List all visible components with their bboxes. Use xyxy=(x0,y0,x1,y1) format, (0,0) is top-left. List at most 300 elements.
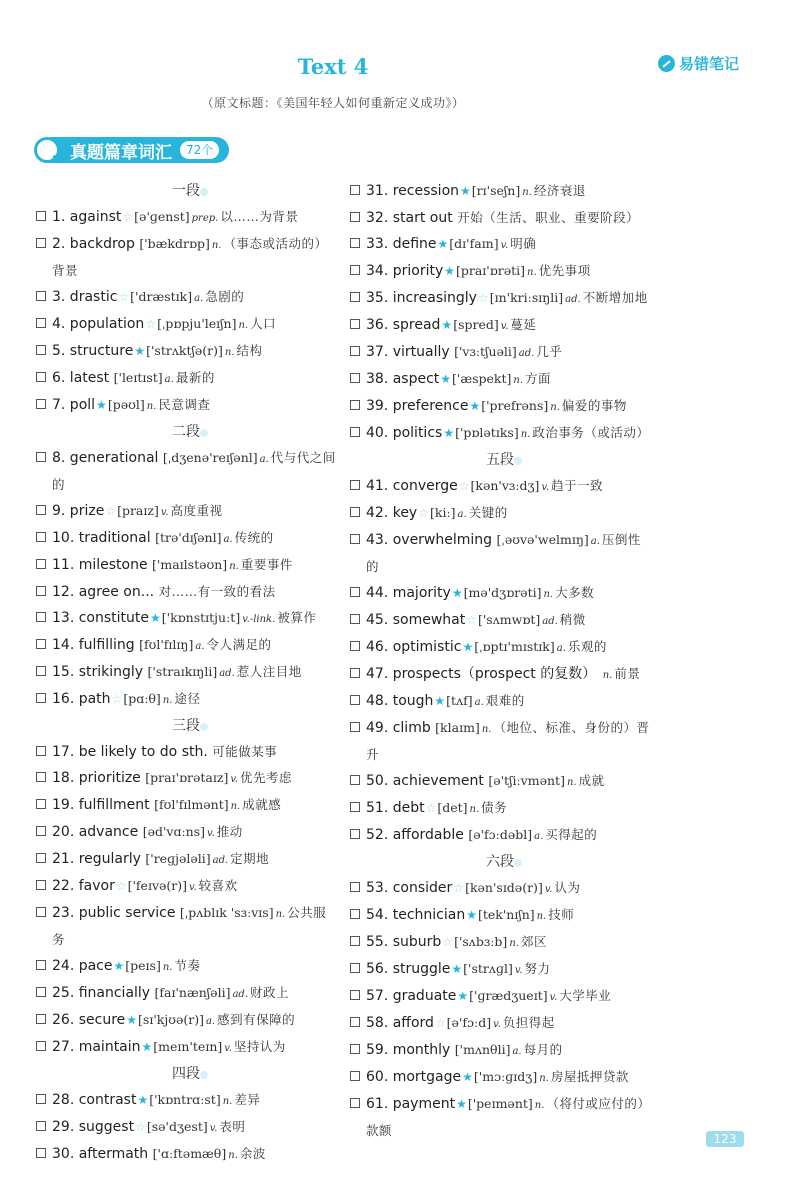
checkbox-icon[interactable] xyxy=(36,987,46,997)
headword: 8. generational xyxy=(52,450,159,466)
vocab-entry xyxy=(36,311,336,338)
definition: 大学毕业 xyxy=(559,988,612,1003)
definition: 较喜欢 xyxy=(198,878,238,893)
definition: 推动 xyxy=(216,824,243,839)
entry-text xyxy=(52,552,336,579)
checkbox-icon[interactable] xyxy=(350,534,360,544)
checkbox-icon[interactable] xyxy=(350,802,360,812)
definition: （将付或应付的）款额 xyxy=(366,1096,645,1138)
entry-text xyxy=(366,607,650,634)
entry-text xyxy=(52,1087,336,1114)
headword: 2. backdrop xyxy=(52,236,135,252)
part-of-speech: n. xyxy=(162,695,173,706)
headword: 1. against xyxy=(52,209,122,225)
brand-text: 易错笔记 xyxy=(679,54,740,73)
vocab-entry xyxy=(36,739,336,765)
vocab-entry xyxy=(350,312,650,339)
headword: 26. secure xyxy=(52,1012,126,1028)
definition: 节奏 xyxy=(174,958,201,973)
part-of-speech: v. xyxy=(224,1043,232,1054)
part-of-speech: n. xyxy=(543,589,554,600)
vocab-entry xyxy=(36,846,336,873)
entry-text xyxy=(52,231,336,284)
headword: 9. prize xyxy=(52,503,105,519)
headword: 31. recession xyxy=(366,183,460,199)
magnifier-icon xyxy=(34,137,60,163)
hollow-star-icon: ☆ xyxy=(434,1016,446,1030)
part-of-speech: prep. xyxy=(191,213,219,224)
part-of-speech: n. xyxy=(224,347,235,358)
checkbox-icon[interactable] xyxy=(36,505,46,515)
checkbox-icon[interactable] xyxy=(350,722,360,732)
headword: 21. regularly xyxy=(52,851,141,867)
definition: 关键的 xyxy=(468,505,508,520)
phonetic: [fʊl'fɪlɪŋ] xyxy=(139,637,194,652)
vocab-entry xyxy=(350,258,650,285)
checkbox-icon[interactable] xyxy=(350,695,360,705)
entry-text xyxy=(52,579,336,605)
headword: 58. afford xyxy=(366,1015,434,1031)
checkbox-icon[interactable] xyxy=(36,1148,46,1158)
definition: 每月的 xyxy=(523,1042,563,1057)
definition: 人口 xyxy=(250,316,277,331)
checkbox-icon[interactable] xyxy=(36,586,46,596)
phonetic: ['bækdrɒp] xyxy=(139,236,210,251)
part-of-speech: n. xyxy=(481,724,492,735)
brand-label xyxy=(658,53,739,73)
checkbox-icon[interactable] xyxy=(36,1094,46,1104)
hollow-star-icon: ☆ xyxy=(466,613,477,627)
part-of-speech: a. xyxy=(259,454,269,465)
part-of-speech: a. xyxy=(512,1046,522,1057)
headword: 5. structure xyxy=(52,343,134,359)
entry-text xyxy=(52,204,336,231)
definition: 开始（生活、职业、重要阶段） xyxy=(457,210,640,225)
checkbox-icon[interactable] xyxy=(350,587,360,597)
hollow-star-icon: ☆ xyxy=(442,935,454,949)
phonetic: [det] xyxy=(437,800,468,815)
headword: 17. be likely to do sth. xyxy=(52,744,208,760)
entry-text xyxy=(366,527,650,580)
section-title xyxy=(50,137,229,163)
hollow-star-icon: ☆ xyxy=(477,291,489,305)
part-of-speech: n. xyxy=(211,240,222,251)
entry-text xyxy=(366,231,650,258)
checkbox-icon[interactable] xyxy=(36,559,46,569)
phonetic: [spred] xyxy=(453,317,499,332)
entry-text xyxy=(366,688,650,715)
headword: 35. increasingly xyxy=(366,290,477,306)
checkbox-icon[interactable] xyxy=(350,185,360,195)
phonetic: [ə'tʃiːvmənt] xyxy=(488,773,565,788)
headword: 32. start out xyxy=(366,210,453,226)
checkbox-icon[interactable] xyxy=(36,1121,46,1131)
phonetic: [ɪn'kriːsɪŋli] xyxy=(489,290,564,305)
checkbox-icon[interactable] xyxy=(36,612,46,622)
part-of-speech: v. xyxy=(500,321,509,332)
vocab-entry xyxy=(350,393,650,420)
star-icon: ★ xyxy=(150,611,161,625)
definition: 最新的 xyxy=(175,370,215,385)
vocab-entry xyxy=(36,445,336,498)
star-icon: ★ xyxy=(443,426,455,440)
hollow-star-icon: ☆ xyxy=(145,317,157,331)
checkbox-icon[interactable] xyxy=(36,452,46,462)
checkbox-icon[interactable] xyxy=(36,291,46,301)
part-of-speech: n. xyxy=(527,267,537,278)
vocab-entry xyxy=(350,500,650,527)
definition: 努力 xyxy=(524,961,551,976)
checkbox-icon[interactable] xyxy=(350,990,360,1000)
headword: 56. struggle xyxy=(366,961,451,977)
part-of-speech: n. xyxy=(550,402,560,413)
phonetic: ['kɒnstɪtjuːt] xyxy=(161,610,241,625)
definition: 房屋抵押贷款 xyxy=(550,1069,629,1084)
part-of-speech: v. xyxy=(230,774,238,785)
part-of-speech: n. xyxy=(275,909,286,920)
entry-text xyxy=(366,366,650,393)
checkbox-icon[interactable] xyxy=(36,693,46,703)
checkbox-icon[interactable] xyxy=(36,345,46,355)
headword: 41. converge xyxy=(366,478,458,494)
checkbox-icon[interactable] xyxy=(350,1017,360,1027)
phonetic: [ˌpɒpju'leɪʃn] xyxy=(157,316,237,331)
phonetic: ['mʌnθli] xyxy=(454,1042,511,1057)
paragraph-label: 六段 xyxy=(486,854,514,870)
part-of-speech: ad. xyxy=(565,294,581,305)
entry-text xyxy=(366,580,650,607)
checkbox-icon[interactable] xyxy=(350,775,360,785)
definition: 坚持认为 xyxy=(233,1039,286,1054)
checkbox-icon[interactable] xyxy=(350,400,360,410)
checkbox-icon[interactable] xyxy=(350,346,360,356)
part-of-speech: a. xyxy=(195,641,205,652)
part-of-speech: n. xyxy=(520,429,531,440)
checkbox-icon[interactable] xyxy=(36,1014,46,1024)
vocab-entry xyxy=(36,338,336,365)
hollow-star-icon: ☆ xyxy=(122,210,134,224)
checkbox-icon[interactable] xyxy=(36,318,46,328)
star-icon: ★ xyxy=(460,184,471,198)
checkbox-icon[interactable] xyxy=(350,882,360,892)
vocab-entry xyxy=(36,953,336,980)
part-of-speech: v. xyxy=(493,1019,501,1030)
definition: 民意调查 xyxy=(158,397,211,412)
vocab-entry xyxy=(36,1007,336,1034)
checkbox-icon[interactable] xyxy=(36,639,46,649)
entry-text xyxy=(366,715,650,768)
hollow-star-icon: ☆ xyxy=(453,881,465,895)
vocab-entry xyxy=(36,900,336,953)
vocab-entry xyxy=(36,579,336,605)
part-of-speech: v. xyxy=(500,240,509,251)
headword: 19. fulfillment xyxy=(52,797,150,813)
phonetic: ['peɪmənt] xyxy=(467,1096,533,1111)
vocab-entry xyxy=(350,527,650,580)
definition: 明确 xyxy=(510,236,537,251)
entry-text xyxy=(366,178,650,205)
part-of-speech: n. xyxy=(222,1096,233,1107)
star-icon: ★ xyxy=(137,1093,149,1107)
vocab-entry xyxy=(36,765,336,792)
phonetic: ['strʌɡl] xyxy=(463,961,513,976)
definition: 负担得起 xyxy=(502,1015,555,1030)
headword: 28. contrast xyxy=(52,1092,137,1108)
vocab-entry xyxy=(350,822,650,849)
part-of-speech: a. xyxy=(194,293,204,304)
entry-text xyxy=(52,873,336,900)
vocab-entry xyxy=(350,205,650,231)
star-icon: ★ xyxy=(437,237,449,251)
part-of-speech: v. xyxy=(160,507,169,518)
checkbox-icon[interactable] xyxy=(350,614,360,624)
headword: 18. prioritize xyxy=(52,770,141,786)
definition: 感到有保障的 xyxy=(217,1012,296,1027)
part-of-speech: a. xyxy=(534,831,544,842)
vocab-entry xyxy=(350,661,650,688)
entry-text xyxy=(52,605,336,632)
vocab-entry xyxy=(350,473,650,500)
part-of-speech: v. xyxy=(209,1123,218,1134)
phonetic: [sɪ'kjʊə(r)] xyxy=(138,1012,204,1027)
entry-text xyxy=(366,393,650,420)
definition: 成就感 xyxy=(242,797,282,812)
entry-text xyxy=(52,953,336,980)
headword: 3. drastic xyxy=(52,289,118,305)
checkbox-icon[interactable] xyxy=(36,746,46,756)
entry-text xyxy=(52,284,336,311)
part-of-speech: ad. xyxy=(542,616,558,627)
checkbox-icon[interactable] xyxy=(350,427,360,437)
checkbox-icon[interactable] xyxy=(36,372,46,382)
vocab-entry xyxy=(36,792,336,819)
section-label: 真题篇章词汇 xyxy=(70,142,172,163)
part-of-speech: n. xyxy=(534,1100,545,1111)
headword: 53. consider xyxy=(366,880,453,896)
definition: 代与代之间的 xyxy=(52,450,336,492)
entry-text xyxy=(52,980,336,1007)
section-count-badge: 72个 xyxy=(180,141,219,159)
entry-text xyxy=(52,392,336,419)
definition: 政治事务（或活动） xyxy=(532,425,650,440)
phonetic: [praɪz] xyxy=(117,503,159,518)
checkbox-icon[interactable] xyxy=(36,907,46,917)
part-of-speech: n. xyxy=(228,1150,238,1161)
checkbox-icon[interactable] xyxy=(350,668,360,678)
checkbox-icon[interactable] xyxy=(350,373,360,383)
page-title: Text 4 xyxy=(297,54,369,79)
star-icon: ★ xyxy=(113,959,125,973)
headword: 23. public service xyxy=(52,905,176,921)
phonetic: ['sʌbɜːb] xyxy=(454,934,508,949)
headword: 40. politics xyxy=(366,425,443,441)
part-of-speech: n. xyxy=(539,1073,549,1084)
checkbox-icon[interactable] xyxy=(36,238,46,248)
phonetic: ['kɒntrɑːst] xyxy=(149,1092,221,1107)
headword: 6. latest xyxy=(52,370,110,386)
definition: 可能做某事 xyxy=(212,744,278,759)
checkbox-icon[interactable] xyxy=(36,799,46,809)
part-of-speech: n. xyxy=(229,561,239,572)
phonetic: [tʌf] xyxy=(446,693,473,708)
checkbox-icon[interactable] xyxy=(350,909,360,919)
entry-text xyxy=(366,795,650,822)
definition: 财政上 xyxy=(250,985,290,1000)
checkbox-icon[interactable] xyxy=(350,1071,360,1081)
definition: 优先事项 xyxy=(538,263,591,278)
headword: 7. poll xyxy=(52,397,96,413)
phonetic: ['mɔːɡɪdʒ] xyxy=(473,1069,538,1084)
phonetic: [praɪ'ɒrəti] xyxy=(456,263,526,278)
vocab-entry xyxy=(350,715,650,768)
checkbox-icon[interactable] xyxy=(350,936,360,946)
checkbox-icon[interactable] xyxy=(36,960,46,970)
checkbox-icon[interactable] xyxy=(36,853,46,863)
phonetic: [tek'nɪʃn] xyxy=(477,907,535,922)
checkbox-icon[interactable] xyxy=(36,1041,46,1051)
headword: 20. advance xyxy=(52,824,139,840)
definition: 被算作 xyxy=(277,610,317,625)
definition: 几乎 xyxy=(536,344,563,359)
phonetic: ['reɡjələli] xyxy=(145,851,211,866)
entry-text xyxy=(52,311,336,338)
checkbox-icon[interactable] xyxy=(350,319,360,329)
definition: 成就 xyxy=(578,773,605,788)
hollow-star-icon: ☆ xyxy=(458,479,470,493)
part-of-speech: a. xyxy=(223,534,233,545)
phonetic: [ˌɒptɪ'mɪstɪk] xyxy=(474,639,555,654)
checkbox-icon[interactable] xyxy=(350,238,360,248)
part-of-speech: a. xyxy=(556,643,566,654)
phonetic: ['maɪlstəʊn] xyxy=(152,557,228,572)
headword: 52. affordable xyxy=(366,827,464,843)
headword: 16. path xyxy=(52,691,111,707)
entry-text xyxy=(366,983,650,1010)
definition: 不断增加地 xyxy=(582,290,648,305)
phonetic: [kən'sɪdə(r)] xyxy=(465,880,543,895)
vocab-entry xyxy=(350,902,650,929)
hollow-star-icon: ☆ xyxy=(425,801,437,815)
checkbox-icon[interactable] xyxy=(350,963,360,973)
phonetic: [kiː] xyxy=(430,505,456,520)
paragraph-label: 四段 xyxy=(172,1066,200,1082)
entry-text xyxy=(366,768,650,795)
checkbox-icon[interactable] xyxy=(36,532,46,542)
entry-text xyxy=(52,686,336,713)
entry-text xyxy=(52,1034,336,1061)
phonetic: ['leɪtɪst] xyxy=(113,370,163,385)
checkbox-icon[interactable] xyxy=(36,826,46,836)
entry-text xyxy=(366,1010,650,1037)
hollow-star-icon: ☆ xyxy=(418,506,429,520)
entry-text xyxy=(52,1007,336,1034)
vocab-entry xyxy=(36,1114,336,1141)
part-of-speech: v. xyxy=(514,965,523,976)
paragraph-heading xyxy=(36,419,336,445)
checkbox-icon[interactable] xyxy=(350,212,360,222)
part-of-speech: a. xyxy=(164,374,174,385)
definition: 传统的 xyxy=(234,530,274,545)
entry-text xyxy=(366,956,650,983)
part-of-speech: n. xyxy=(602,670,613,681)
entry-text xyxy=(366,205,650,231)
definition: 重要事件 xyxy=(240,557,293,572)
definition: 大多数 xyxy=(555,585,595,600)
star-icon: ★ xyxy=(457,989,469,1003)
hollow-star-icon: ☆ xyxy=(105,504,117,518)
entry-text xyxy=(52,445,336,498)
paragraph-heading xyxy=(36,1061,336,1087)
vocab-entry xyxy=(350,339,650,366)
star-icon: ★ xyxy=(440,372,452,386)
vocab-entry xyxy=(36,1141,336,1168)
star-icon: ★ xyxy=(466,908,477,922)
vocab-entry xyxy=(36,873,336,900)
checkbox-icon[interactable] xyxy=(36,772,46,782)
headword: 48. tough xyxy=(366,693,434,709)
vocab-section-banner xyxy=(34,136,229,164)
definition: 优先考虑 xyxy=(239,770,292,785)
phonetic: ['ɑːftəmæθ] xyxy=(152,1146,227,1161)
vocab-entry xyxy=(36,498,336,525)
headword: 49. climb xyxy=(366,720,431,736)
phonetic: ['pɒlətɪks] xyxy=(455,425,519,440)
definition: 途径 xyxy=(174,691,201,706)
entry-text xyxy=(366,1037,650,1064)
definition: 令人满足的 xyxy=(206,637,272,652)
headword: 59. monthly xyxy=(366,1042,451,1058)
part-of-speech: v.-link. xyxy=(242,614,276,625)
vocab-entry xyxy=(36,231,336,284)
checkbox-icon[interactable] xyxy=(36,666,46,676)
phonetic: [mə'dʒɒrəti] xyxy=(463,585,542,600)
vocab-entry xyxy=(36,525,336,552)
entry-text xyxy=(366,420,650,447)
part-of-speech: a. xyxy=(457,509,467,520)
checkbox-icon[interactable] xyxy=(36,211,46,221)
definition: 余波 xyxy=(239,1146,266,1161)
checkbox-icon[interactable] xyxy=(350,265,360,275)
hollow-star-icon: ☆ xyxy=(118,290,130,304)
checkbox-icon[interactable] xyxy=(36,880,46,890)
headword: 61. payment xyxy=(366,1096,456,1112)
checkbox-icon[interactable] xyxy=(36,399,46,409)
entry-text xyxy=(52,1114,336,1141)
entry-text xyxy=(52,659,336,686)
phonetic: [pəʊl] xyxy=(107,397,145,412)
headword: 38. aspect xyxy=(366,371,440,387)
checkbox-icon[interactable] xyxy=(350,641,360,651)
headword: 29. suggest xyxy=(52,1119,135,1135)
checkbox-icon[interactable] xyxy=(350,829,360,839)
checkbox-icon[interactable] xyxy=(350,1044,360,1054)
phonetic: [dɪ'faɪn] xyxy=(449,236,499,251)
definition: 蔓延 xyxy=(510,317,537,332)
headword: 55. suburb xyxy=(366,934,442,950)
entry-text xyxy=(52,846,336,873)
vocab-entry xyxy=(350,768,650,795)
checkbox-icon[interactable] xyxy=(350,1098,360,1108)
entry-text xyxy=(366,500,650,527)
checkbox-icon[interactable] xyxy=(350,292,360,302)
checkbox-icon[interactable] xyxy=(350,507,360,517)
entry-text xyxy=(52,338,336,365)
definition: 经济衰退 xyxy=(533,183,586,198)
star-icon: ★ xyxy=(456,1097,467,1111)
headword: 13. constitute xyxy=(52,610,149,626)
checkbox-icon[interactable] xyxy=(350,480,360,490)
headword: 30. aftermath xyxy=(52,1146,149,1162)
